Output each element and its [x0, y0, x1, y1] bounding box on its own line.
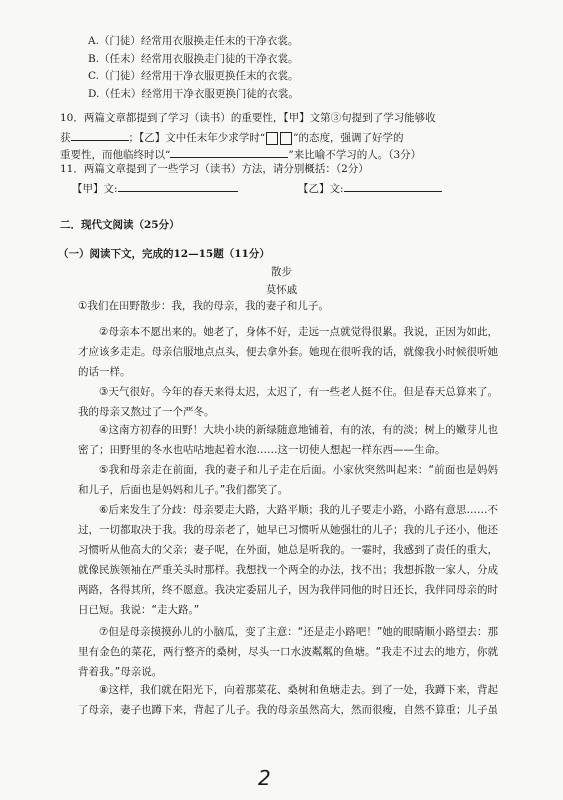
option-c: C.（门徒）经常用干净衣服更换任末的衣裳。 [88, 70, 299, 82]
q10-text-2a: 获 [60, 132, 71, 144]
paragraph-4: ④这南方初春的田野！大块小块的新绿随意地铺着，有的浓，有的淡；树上的嫩芽儿也密了；田野里的冬水也咕咕地起着水泡……这一切使人想起一样东西——生命。 [78, 424, 498, 456]
section-heading: 二．现代文阅读（25分） [60, 219, 180, 231]
question-10-line2 [60, 129, 404, 145]
question-10-line1 [60, 111, 436, 125]
article-title: 散步 [271, 266, 292, 278]
q10-text-3b: ”来比喻不学习的人。（3分） [288, 149, 422, 161]
paragraph-2: ②母亲本不愿出来的。她老了，身体不好，走远一点就觉得很累。我说，正因为如此，才应该多走走。母亲信服地点点头，便去拿外套。她现在很听我的话，就像我小时候很听她的话一样。 [78, 326, 498, 378]
question-10-line3 [60, 146, 421, 162]
page-number: 2 [258, 766, 271, 790]
q11-answer-jia [72, 180, 238, 196]
paragraph-8: ⑧这样，我们就在阳光下，向着那菜花、桑树和鱼塘走去。到了一处，我蹲下来，背起了母亲，妻子也蹲下来，背起了儿子。我的母亲虽然高大，然而很瘦，自然不算重；儿子虽 [78, 684, 498, 716]
q10-text-1: 10．两篇文章都提到了学习（读书）的重要性，【甲】文第③句提到了学习能够收 [60, 112, 436, 124]
q11-answer-yi [298, 180, 442, 196]
question-11-line1: 11．两篇文章提到了一些学习（读书）方法，请分别概括：（2分） [60, 163, 369, 175]
q10-blank-2[interactable] [170, 146, 288, 158]
paragraph-6: ⑥后来发生了分歧：母亲要走大路，大路平顺；我的儿子要走小路，小路有意思……不过，一切都取决于我。我的母亲老了，她早已习惯听从她强壮的儿子；我的儿子还小，他还习惯听从他高大的父亲；妻子呢，在外面，她总是听我的。一霎时，我感到了责任的重大，就像民族领袖在严重关头时那样。我想找一个两全的办法，找不出；我想拆散一家人，分成两路，各得其所，终不愿意。我决定委屈儿子，因为我伴同他的时日还长，我伴同母亲的时日已短。我说：“走大路。” [78, 504, 498, 616]
option-b: B.（任末）经常用衣服换走门徒的干净衣裳。 [88, 53, 299, 65]
option-d: D.（任末）经常用干净衣服更换门徒的衣裳。 [88, 88, 299, 100]
q11-jia-label: 【甲】文: [72, 183, 118, 195]
option-a: A.（门徒）经常用衣服换走任末的干净衣裳。 [88, 35, 299, 47]
q11-jia-blank[interactable] [118, 180, 238, 192]
q10-text-2b: ；【乙】文中任末年少求学时“ [128, 132, 266, 144]
q10-box-2[interactable] [280, 132, 292, 145]
part-heading: （一）阅读下文，完成的12—15题（11分） [58, 248, 270, 260]
paragraph-5: ⑤我和母亲走在前面，我的妻子和儿子走在后面。小家伙突然叫起来：“前面也是妈妈和儿子，后面也是妈妈和儿子。”我们都笑了。 [78, 464, 498, 496]
q10-box-1[interactable] [266, 132, 278, 145]
paragraph-1: ①我们在田野散步：我，我的母亲，我的妻子和儿子。 [78, 300, 329, 312]
article-author: 莫怀戚 [265, 284, 298, 296]
q10-blank-1[interactable] [71, 129, 129, 141]
paragraph-3: ③天气很好。今年的春天来得太迟，太迟了，有一些老人挺不住。但是春天总算来了。我的母亲又熬过了一个严冬。 [78, 386, 498, 418]
q10-text-3a: 重要性，而他临终时以“ [60, 149, 171, 161]
q10-text-2c: ”的态度，强调了好学的 [293, 132, 404, 144]
q11-yi-label: 【乙】文: [298, 183, 344, 195]
q11-yi-blank[interactable] [344, 180, 442, 192]
paragraph-7: ⑦但是母亲摸摸孙儿的小脑瓜，变了主意：“还是走小路吧！”她的眼睛顺小路望去：那里有金色的菜花，两行整齐的桑树，尽头一口水波粼粼的鱼塘。“我走不过去的地方，你就背着我。”母亲说。 [78, 626, 498, 678]
